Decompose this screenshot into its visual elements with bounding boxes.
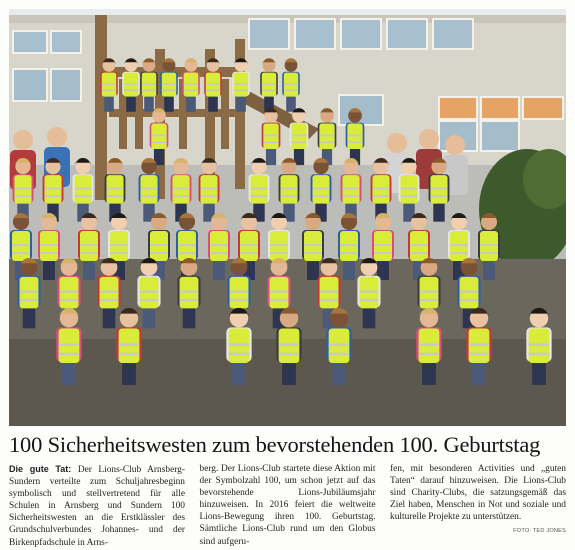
child-figure [105,158,126,222]
child-figure [249,158,270,222]
child-figure [341,158,362,222]
column-1-text: Der Lions-Club Arnsberg-Sundern verteilte zum Schuljahresbeginn symbolisch und stellvertretend für alle Schulen in Arnsberg und Sundern 100 Sicherheitswesten an die Erstklässler des Grundschulverbundes Johannes- und der Birkenpfadschule in Arns- [9,465,185,548]
child-figure [13,158,34,222]
article-column-3 [390,463,566,543]
column-3-text: fen, mit besonderen Activities und „guten Taten“ darauf hinzuweisen. Die Lions-Club sind Charity-Clubs, die satzungsgemäß das Ziel haben, Menschen in Not und soziale und kulturelle Projekte zu unterstützen. [390,464,566,523]
child-figure [371,158,392,222]
child-figure [279,158,300,222]
article-body [9,463,566,548]
headline: 100 Sicherheitswesten zum bevorstehenden 100. Geburtstag [9,432,541,457]
child-figure [139,158,160,222]
column-2-text: berg. Der Lions-Club startete diese Aktion mit der Symbolzahl 100, um schon jetzt auf das bevorstehende Lions-Jubiläumsjahr hinzuweisen. In 2016 feiert die weltweite Lions-Bewegung ihren 100. Geburtstag. Sämtliche Lions-Club rund um den Globus sind aufgeru- [199,464,376,547]
child-figure [311,158,332,222]
photo-credit: FOTO: TED JONES [513,528,566,535]
child-figure [399,158,420,222]
article-column-2 [199,463,376,547]
group-photo [9,9,566,426]
child-figure [43,158,64,222]
child-figure [199,158,220,222]
article-column-1 [9,463,185,548]
kicker: Die gute Tat: [9,464,72,474]
child-figure [429,158,450,222]
child-figure [171,158,192,222]
orange-windows [439,97,563,119]
child-figure [73,158,94,222]
